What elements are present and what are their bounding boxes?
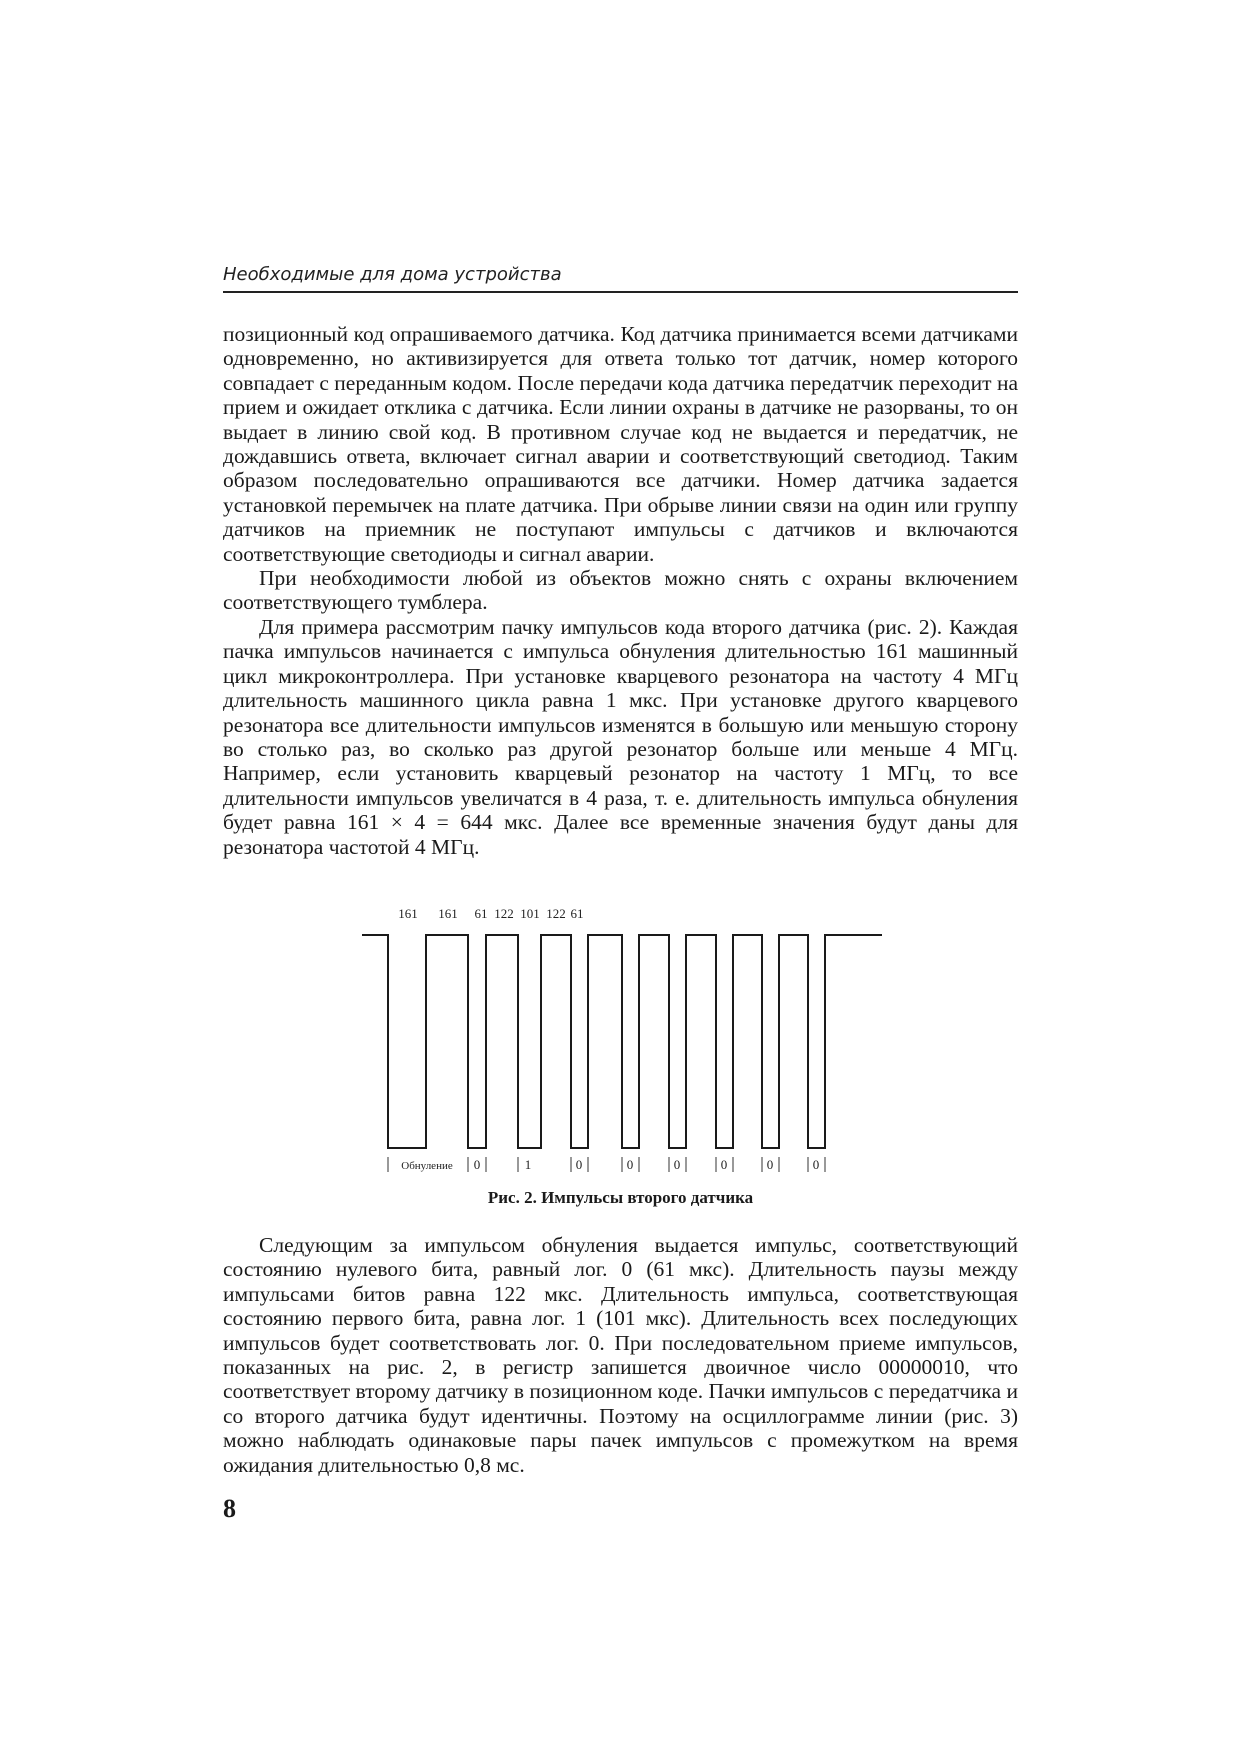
paragraph: Следующим за импульсом обнуления выдается импульс, соответствующий состоянию нулевого бита, равный лог. 0 (61 мкс). Длительность паузы между импульсами битов равна 122 мкс. Длительность импульса, соответствующая состоянию первого бита, равна лог. 1 (101 мкс). Длительность всех последующих импульсов будет соответствовать лог. 0. При последовательном приеме импульсов, показанных на рис. 2, в регистр запишется двоичное число 00000010, что соответствует второму датчику в позиционном коде. Пачки импульсов с передатчика и со второго датчика будут идентичны. Поэтому на осциллограмме линии (рис. 3) можно наблюдать одинаковые пары пачек импульсов с промежутком на время ожидания длительностью 0,8 мс. bbox=[223, 1233, 1018, 1477]
bit-label: 0 bbox=[473, 1157, 481, 1172]
duration-label: 122 bbox=[494, 906, 514, 921]
duration-label: 122 bbox=[546, 906, 566, 921]
pulse-diagram bbox=[358, 905, 888, 1175]
duration-label: 161 bbox=[398, 906, 418, 921]
pulse-waveform bbox=[362, 935, 882, 1148]
paragraph: Для примера рассмотрим пачку импульсов кода второго датчика (рис. 2). Каждая пачка импульсов начинается с импульса обнуления длительностью 161 машинный цикл микроконтроллера. При установке кварцевого резонатора на частоту 4 МГц длительность машинного цикла равна 1 мкс. При установке другого кварцевого резонатора все длительности импульсов изменятся в большую или меньшую сторону во столько раз, во сколько раз другой резонатор больше или меньше 4 МГц. Например, если установить кварцевый резонатор на частоту 1 МГц, то все длительности импульсов увеличатся в 4 раза, т. е. длительность импульса обнуления будет равна 161 × 4 = 644 мкс. Далее все временные значения будут даны для резонатора частотой 4 МГц. bbox=[223, 614, 1018, 859]
paragraph: позиционный код опрашиваемого датчика. Код датчика принимается всеми датчиками одновременно, но активизируется для ответа только тот датчик, номер которого совпадает с переданным кодом. После передачи кода датчика передатчик переходит на прием и ожидает отклика с датчика. Если линии охраны в датчике не разорваны, то он выдает в линию свой код. В противном случае код не выдается и передатчик, не дождавшись ответа, включает сигнал аварии и соответствующий светодиод. Таким образом последовательно опрашиваются все датчики. Номер датчика задается установкой перемычек на плате датчика. При обрыве линии связи на один или группу датчиков на приемник не поступают импульсы с датчиков и включаются соответствующие светодиоды и сигнал аварии. bbox=[223, 322, 1018, 566]
body-text-bottom bbox=[223, 1233, 1018, 1477]
bit-label: Обнуление bbox=[401, 1160, 453, 1172]
bit-label: 1 bbox=[524, 1157, 532, 1172]
running-header-title: Необходимые для дома устройства bbox=[223, 264, 562, 285]
bit-label: 0 bbox=[626, 1157, 634, 1172]
running-header bbox=[223, 264, 1018, 293]
bit-label: 0 bbox=[575, 1157, 583, 1172]
bit-label: 0 bbox=[673, 1157, 681, 1172]
bit-label-ticks bbox=[388, 1157, 825, 1172]
duration-label: 61 bbox=[474, 906, 488, 921]
duration-label: 161 bbox=[438, 906, 458, 921]
pulse-diagram-figure bbox=[358, 905, 888, 1175]
figure-caption: Рис. 2. Импульсы второго датчика bbox=[487, 1188, 754, 1207]
duration-label: 61 bbox=[570, 906, 584, 921]
bit-label: 0 bbox=[720, 1157, 728, 1172]
paragraph: При необходимости любой из объектов можно снять с охраны включением соответствующего тумблера. bbox=[223, 566, 1018, 615]
body-text-top bbox=[223, 322, 1018, 859]
page-number: 8 bbox=[223, 1494, 236, 1523]
bit-label: 0 bbox=[766, 1157, 774, 1172]
duration-label: 101 bbox=[520, 906, 540, 921]
bit-label: 0 bbox=[812, 1157, 820, 1172]
